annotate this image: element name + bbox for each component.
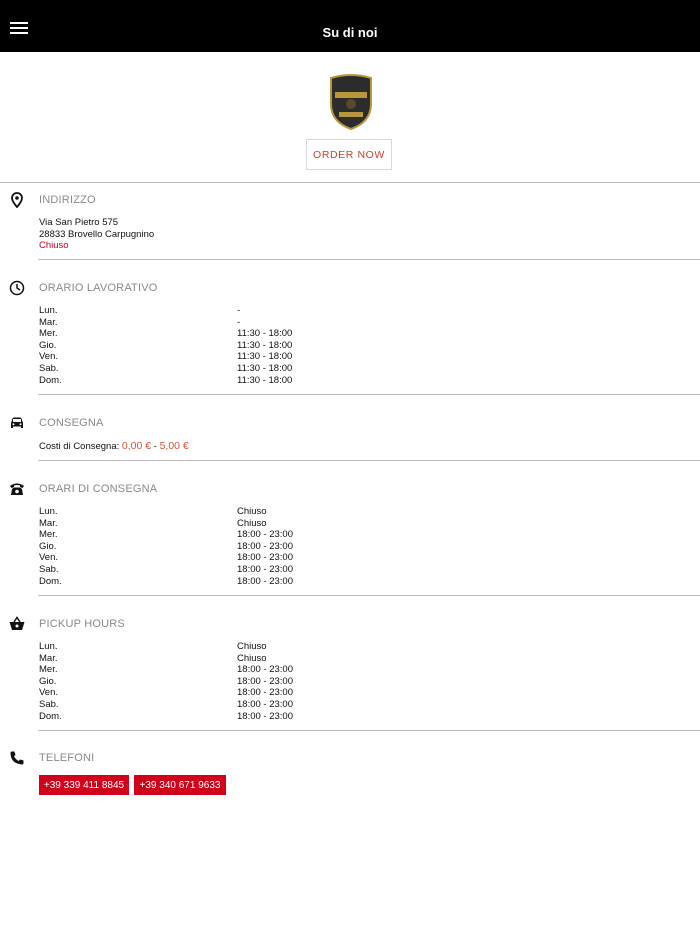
app-header bbox=[0, 0, 700, 52]
hours-value: 18:00 - 23:00 bbox=[237, 529, 293, 540]
day-label: Lun. bbox=[39, 641, 58, 652]
hours-value: 18:00 - 23:00 bbox=[237, 552, 293, 563]
hours-value: 18:00 - 23:00 bbox=[237, 676, 293, 687]
delivery-hours-title: ORARI DI CONSEGNA bbox=[39, 483, 158, 495]
hours-value: Chiuso bbox=[237, 506, 267, 517]
car-icon bbox=[9, 415, 25, 431]
divider bbox=[38, 394, 700, 395]
day-label: Sab. bbox=[39, 564, 59, 575]
delivery-cost-min: 0,00 € bbox=[121, 440, 152, 452]
hours-value: 18:00 - 23:00 bbox=[237, 699, 293, 710]
day-label: Mer. bbox=[39, 529, 58, 540]
day-label: Sab. bbox=[39, 699, 59, 710]
day-label: Mer. bbox=[39, 664, 58, 675]
delivery-costs bbox=[39, 440, 189, 452]
phone-number-button[interactable]: +39 339 411 8845 bbox=[39, 775, 129, 795]
day-label: Mer. bbox=[39, 328, 58, 339]
hours-value: 18:00 - 23:00 bbox=[237, 564, 293, 575]
hours-value: Chiuso bbox=[237, 653, 267, 664]
restaurant-logo bbox=[329, 74, 373, 130]
delivery-cost-max: 5,00 € bbox=[159, 440, 189, 452]
divider bbox=[38, 460, 700, 461]
divider bbox=[38, 730, 700, 731]
address-street: Via San Pietro 575 bbox=[39, 217, 119, 228]
order-now-button[interactable]: ORDER NOW bbox=[306, 139, 392, 170]
delivery-costs-label: Costi di Consegna: bbox=[39, 441, 120, 452]
delivery-cost-separator: - bbox=[153, 441, 157, 452]
hours-value: 11:30 - 18:00 bbox=[237, 375, 293, 386]
day-label: Sab. bbox=[39, 363, 59, 374]
day-label: Dom. bbox=[39, 576, 62, 587]
phone-number-button[interactable]: +39 340 671 9633 bbox=[134, 775, 226, 795]
day-label: Mar. bbox=[39, 653, 58, 664]
phone-handset-icon bbox=[9, 750, 25, 766]
day-label: Dom. bbox=[39, 711, 62, 722]
day-label: Lun. bbox=[39, 305, 58, 316]
divider bbox=[0, 182, 700, 183]
divider bbox=[38, 259, 700, 260]
hours-value: 11:30 - 18:00 bbox=[237, 340, 293, 351]
hours-value: Chiuso bbox=[237, 518, 267, 529]
clock-icon bbox=[9, 280, 25, 296]
day-label: Ven. bbox=[39, 552, 59, 563]
location-pin-icon bbox=[9, 192, 25, 208]
pickup-hours-title: PICKUP HOURS bbox=[39, 618, 125, 630]
day-label: Mar. bbox=[39, 518, 58, 529]
hours-value: 18:00 - 23:00 bbox=[237, 541, 293, 552]
divider bbox=[38, 595, 700, 596]
hours-value: 11:30 - 18:00 bbox=[237, 351, 293, 362]
delivery-title: CONSEGNA bbox=[39, 417, 104, 429]
day-label: Dom. bbox=[39, 375, 62, 386]
hours-value: 18:00 - 23:00 bbox=[237, 664, 293, 675]
day-label: Gio. bbox=[39, 340, 57, 351]
hours-value: 11:30 - 18:00 bbox=[237, 363, 293, 374]
shopping-basket-icon bbox=[9, 616, 25, 632]
hours-value: 18:00 - 23:00 bbox=[237, 711, 293, 722]
hours-value: 18:00 - 23:00 bbox=[237, 576, 293, 587]
address-city: 28833 Brovello Carpugnino bbox=[39, 229, 155, 240]
day-label: Ven. bbox=[39, 687, 59, 698]
hours-value: - bbox=[237, 317, 241, 328]
working-hours-title: ORARIO LAVORATIVO bbox=[39, 282, 158, 294]
hours-value: 11:30 - 18:00 bbox=[237, 328, 293, 339]
day-label: Mar. bbox=[39, 317, 58, 328]
hours-value: Chiuso bbox=[237, 641, 267, 652]
day-label: Gio. bbox=[39, 676, 57, 687]
page-title: Su di noi bbox=[322, 25, 378, 40]
day-label: Gio. bbox=[39, 541, 57, 552]
telephone-icon bbox=[9, 481, 25, 497]
address-title: INDIRIZZO bbox=[39, 194, 96, 206]
hours-value: 18:00 - 23:00 bbox=[237, 687, 293, 698]
phones-title: TELEFONI bbox=[39, 752, 95, 764]
open-status: Chiuso bbox=[39, 240, 69, 251]
day-label: Lun. bbox=[39, 506, 58, 517]
hours-value: - bbox=[237, 305, 241, 316]
day-label: Ven. bbox=[39, 351, 59, 362]
